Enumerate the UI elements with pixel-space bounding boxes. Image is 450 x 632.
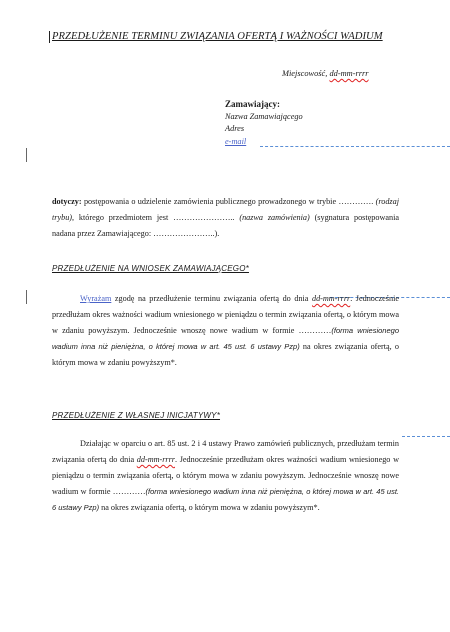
comment-connector-line-3 xyxy=(402,436,450,437)
concerns-mode: (rodzaj trybu) xyxy=(52,197,399,222)
place-date-prefix: Miejscowość, xyxy=(282,69,330,78)
concerns-text-3: (sygnatura postępowania nadana przez Zamawiającego: …………………..). xyxy=(52,213,399,238)
concerns-text-1: postępowania o udzielenie zamówienia publicznego prowadzonego w trybie …………. xyxy=(81,197,376,206)
text-cursor xyxy=(49,31,50,43)
s2-star: *. xyxy=(313,503,320,512)
buyer-name: Nazwa Zamawiającego xyxy=(225,111,303,121)
document-title-text: PRZEDŁUŻENIE TERMINU ZWIĄZANIA OFERTĄ I WAŻNOŚCI WADIUM xyxy=(52,31,383,42)
s2-date: dd-mm-rrrr xyxy=(136,455,175,464)
place-date-value: dd-mm-rrrr xyxy=(329,69,369,78)
comment-connector-line xyxy=(260,146,450,147)
concerns-paragraph xyxy=(52,194,399,242)
s1-text-3: na okres związania ofertą, o którym mowa w zdaniu powyższym xyxy=(52,342,399,367)
concerns-subject: (nazwa zamówienia) xyxy=(239,213,310,222)
document-title xyxy=(52,31,412,42)
s2-form: (forma wniesionego wadium inna niż pieniężna, o której mowa w art. 45 ust. 6 ustawy Pzp) xyxy=(52,487,399,512)
section1-heading: PRZEDŁUŻENIE NA WNIOSEK ZAMAWIAJĄCEGO* xyxy=(52,264,249,273)
s2-text-2: . Jednocześnie przedłużam okres ważności wadium wniesionego w pieniądzu o termin związania ofertą, o którym mowa w zdaniu powyższym. Jednocześnie wnoszę nowe wadium w formie ………… xyxy=(52,455,399,496)
s1-date: dd-mm-rrrr xyxy=(311,294,351,303)
s2-text-3: na okres związania ofertą, o którym mowa w zdaniu powyższym xyxy=(99,503,314,512)
change-bar-2 xyxy=(26,290,27,304)
s1-form: (forma wniesionego wadium inna niż pieniężna, o której mowa w art. 45 ust. 6 ustawy Pzp) xyxy=(52,326,399,351)
buyer-address: Adres xyxy=(225,124,245,133)
buyer-label: Zamawiający: xyxy=(225,99,280,109)
s1-star: *. xyxy=(170,358,177,367)
section2-paragraph xyxy=(52,436,399,516)
concerns-label: dotyczy: xyxy=(52,197,82,206)
section1-paragraph xyxy=(52,291,399,371)
buyer-email-link[interactable]: e-mail xyxy=(225,136,247,146)
change-bar xyxy=(26,148,27,162)
s2-text-1: Działając w oparciu o art. 85 ust. 2 i 4 ustawy Prawo zamówień publicznych, przedłużam termin związania ofertą do dnia xyxy=(52,439,399,464)
concerns-text-2: , którego przedmiotem jest ………………….. xyxy=(72,213,240,222)
s1-text-1: zgodę na przedłużenie terminu związania ofertą do dnia xyxy=(111,294,312,303)
buyer-block xyxy=(225,98,303,148)
s1-text-2: . Jednocześnie przedłużam okres ważności wadium wniesionego w pieniądzu o termin związania ofertą, o którym mowa w zdaniu powyższym. Jednocześnie wnoszę nowe wadium w formie ………… xyxy=(52,294,399,335)
place-date-line xyxy=(282,69,369,78)
s1-first-word: Wyrażam xyxy=(80,294,112,303)
section2-heading: PRZEDŁUŻENIE Z WŁASNEJ INICJATYWY* xyxy=(52,411,221,420)
